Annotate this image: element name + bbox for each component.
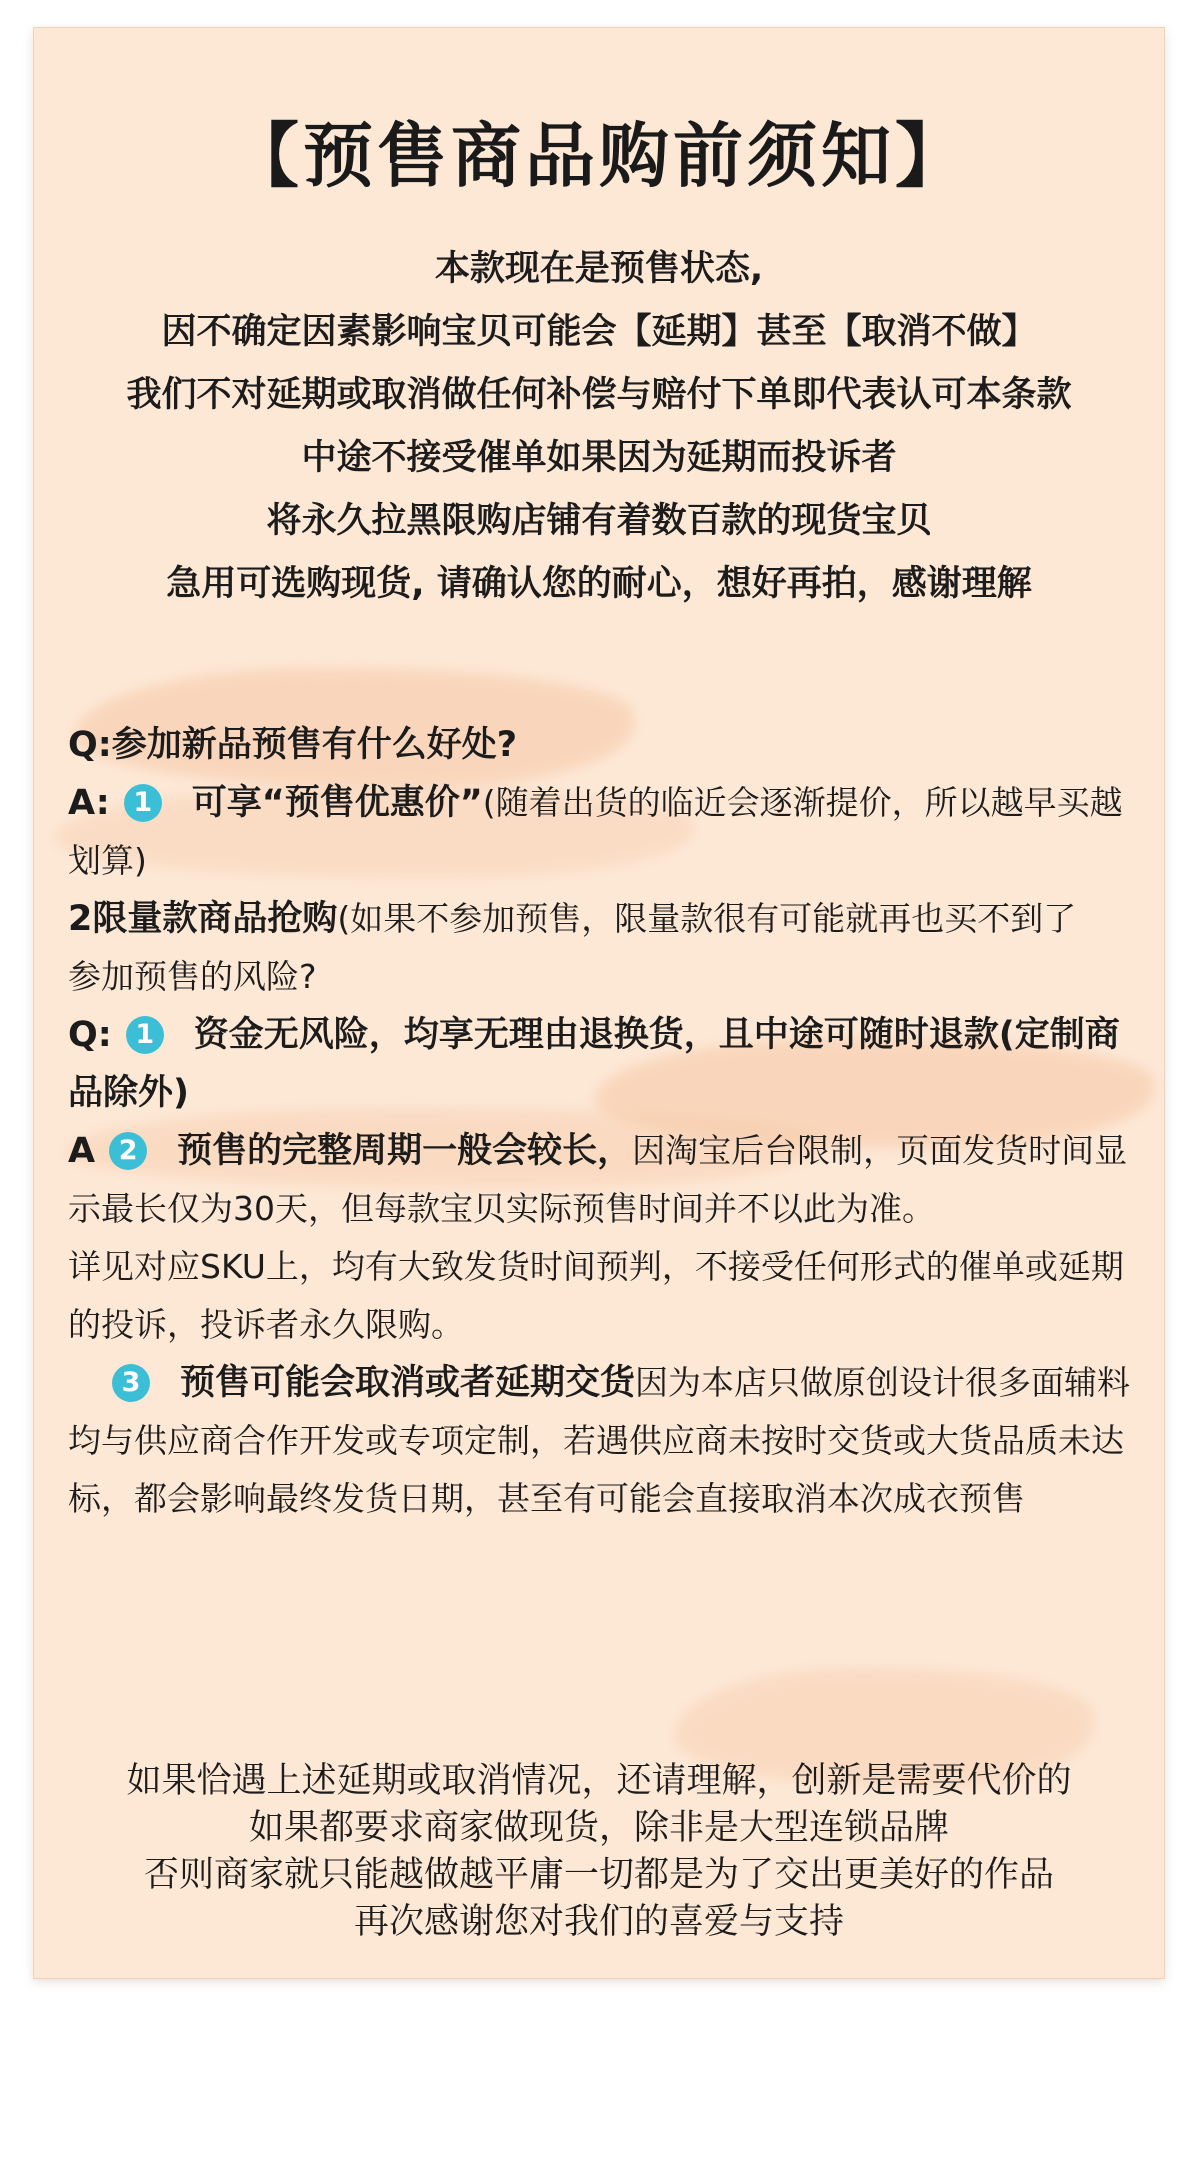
risk-3-title: 预售可能会取消或者延期交货 bbox=[180, 1363, 636, 1403]
answer-prefix: A: bbox=[68, 783, 110, 823]
intro-line: 我们不对延期或取消做任何补偿与赔付下单即代表认可本条款 bbox=[126, 375, 1072, 415]
intro-line: 本款现在是预售状态, bbox=[434, 249, 764, 289]
page-title: 【预售商品购前须知】 bbox=[229, 115, 969, 197]
risk-3-detail: 因为本店只做原创设计很多面辅料均与供应商合作开发或专项定制，若遇供应商未按时交货或大货品质未达标，都会影响最终发货日期，甚至有可能会直接取消本次成衣预售 bbox=[68, 1363, 1131, 1518]
benefit-1-title: 可享“预售优惠价” bbox=[191, 783, 483, 823]
closing-line: 再次感谢您对我们的喜爱与支持 bbox=[353, 1902, 844, 1942]
benefit-1-detail: (随着出货的临近会逐渐提价，所以越早买越划算) bbox=[68, 783, 1123, 880]
risk-2-prefix: A bbox=[68, 1131, 96, 1171]
closing-line: 如果恰遇上述延期或取消情况，还请理解，创新是需要代价的 bbox=[126, 1761, 1072, 1801]
risk-1-text: 资金无风险，均享无理由退换货，且中途可随时退款(定制商品除外) bbox=[68, 1015, 1120, 1113]
intro-line: 中途不接受催单如果因为延期而投诉者 bbox=[301, 438, 897, 478]
closing-line: 如果都要求商家做现货，除非是大型连锁品牌 bbox=[248, 1808, 949, 1848]
intro-line: 急用可选购现货, 请确认您的耐心，想好再拍，感谢理解 bbox=[166, 564, 1032, 604]
answer-benefit-1 bbox=[68, 774, 1138, 890]
risk-heading: 参加预售的风险? bbox=[68, 957, 317, 996]
risk-2-note: 详见对应SKU上，均有大致发货时间预判，不接受任何形式的催单或延期的投诉，投诉者永久限购。 bbox=[68, 1247, 1124, 1344]
risk-2-title: 预售的完整周期一般会较长， bbox=[177, 1131, 633, 1171]
intro-block bbox=[34, 238, 1164, 616]
number-3-icon: 3 bbox=[112, 1364, 150, 1402]
answer-benefit-2 bbox=[68, 890, 1138, 948]
number-2-icon: 2 bbox=[109, 1132, 147, 1170]
intro-line: 将永久拉黑限购店铺有着数百款的现货宝贝 bbox=[266, 501, 932, 541]
closing-block bbox=[34, 1758, 1164, 1946]
risk-1 bbox=[68, 1006, 1138, 1122]
number-1-icon: 1 bbox=[126, 1016, 164, 1054]
risk-2 bbox=[68, 1122, 1138, 1238]
risk-prefix: Q: bbox=[68, 1015, 112, 1055]
qa-section bbox=[68, 716, 1138, 1528]
closing-line: 否则商家就只能越做越平庸一切都是为了交出更美好的作品 bbox=[143, 1855, 1054, 1895]
risk-3 bbox=[68, 1354, 1138, 1528]
notice-card bbox=[34, 28, 1164, 1978]
intro-line: 因不确定因素影响宝贝可能会【延期】甚至【取消不做】 bbox=[161, 312, 1037, 352]
benefit-2-title: 2限量款商品抢购 bbox=[68, 899, 338, 939]
question-benefits: Q:参加新品预售有什么好处? bbox=[68, 725, 518, 765]
risk-2-detail: 因淘宝后台限制，页面发货时间显示最长仅为30天，但每款宝贝实际预售时间并不以此为准。 bbox=[68, 1131, 1128, 1228]
number-1-icon: 1 bbox=[124, 784, 162, 822]
benefit-2-detail: (如果不参加预售，限量款很有可能就再也买不到了 bbox=[337, 899, 1077, 938]
